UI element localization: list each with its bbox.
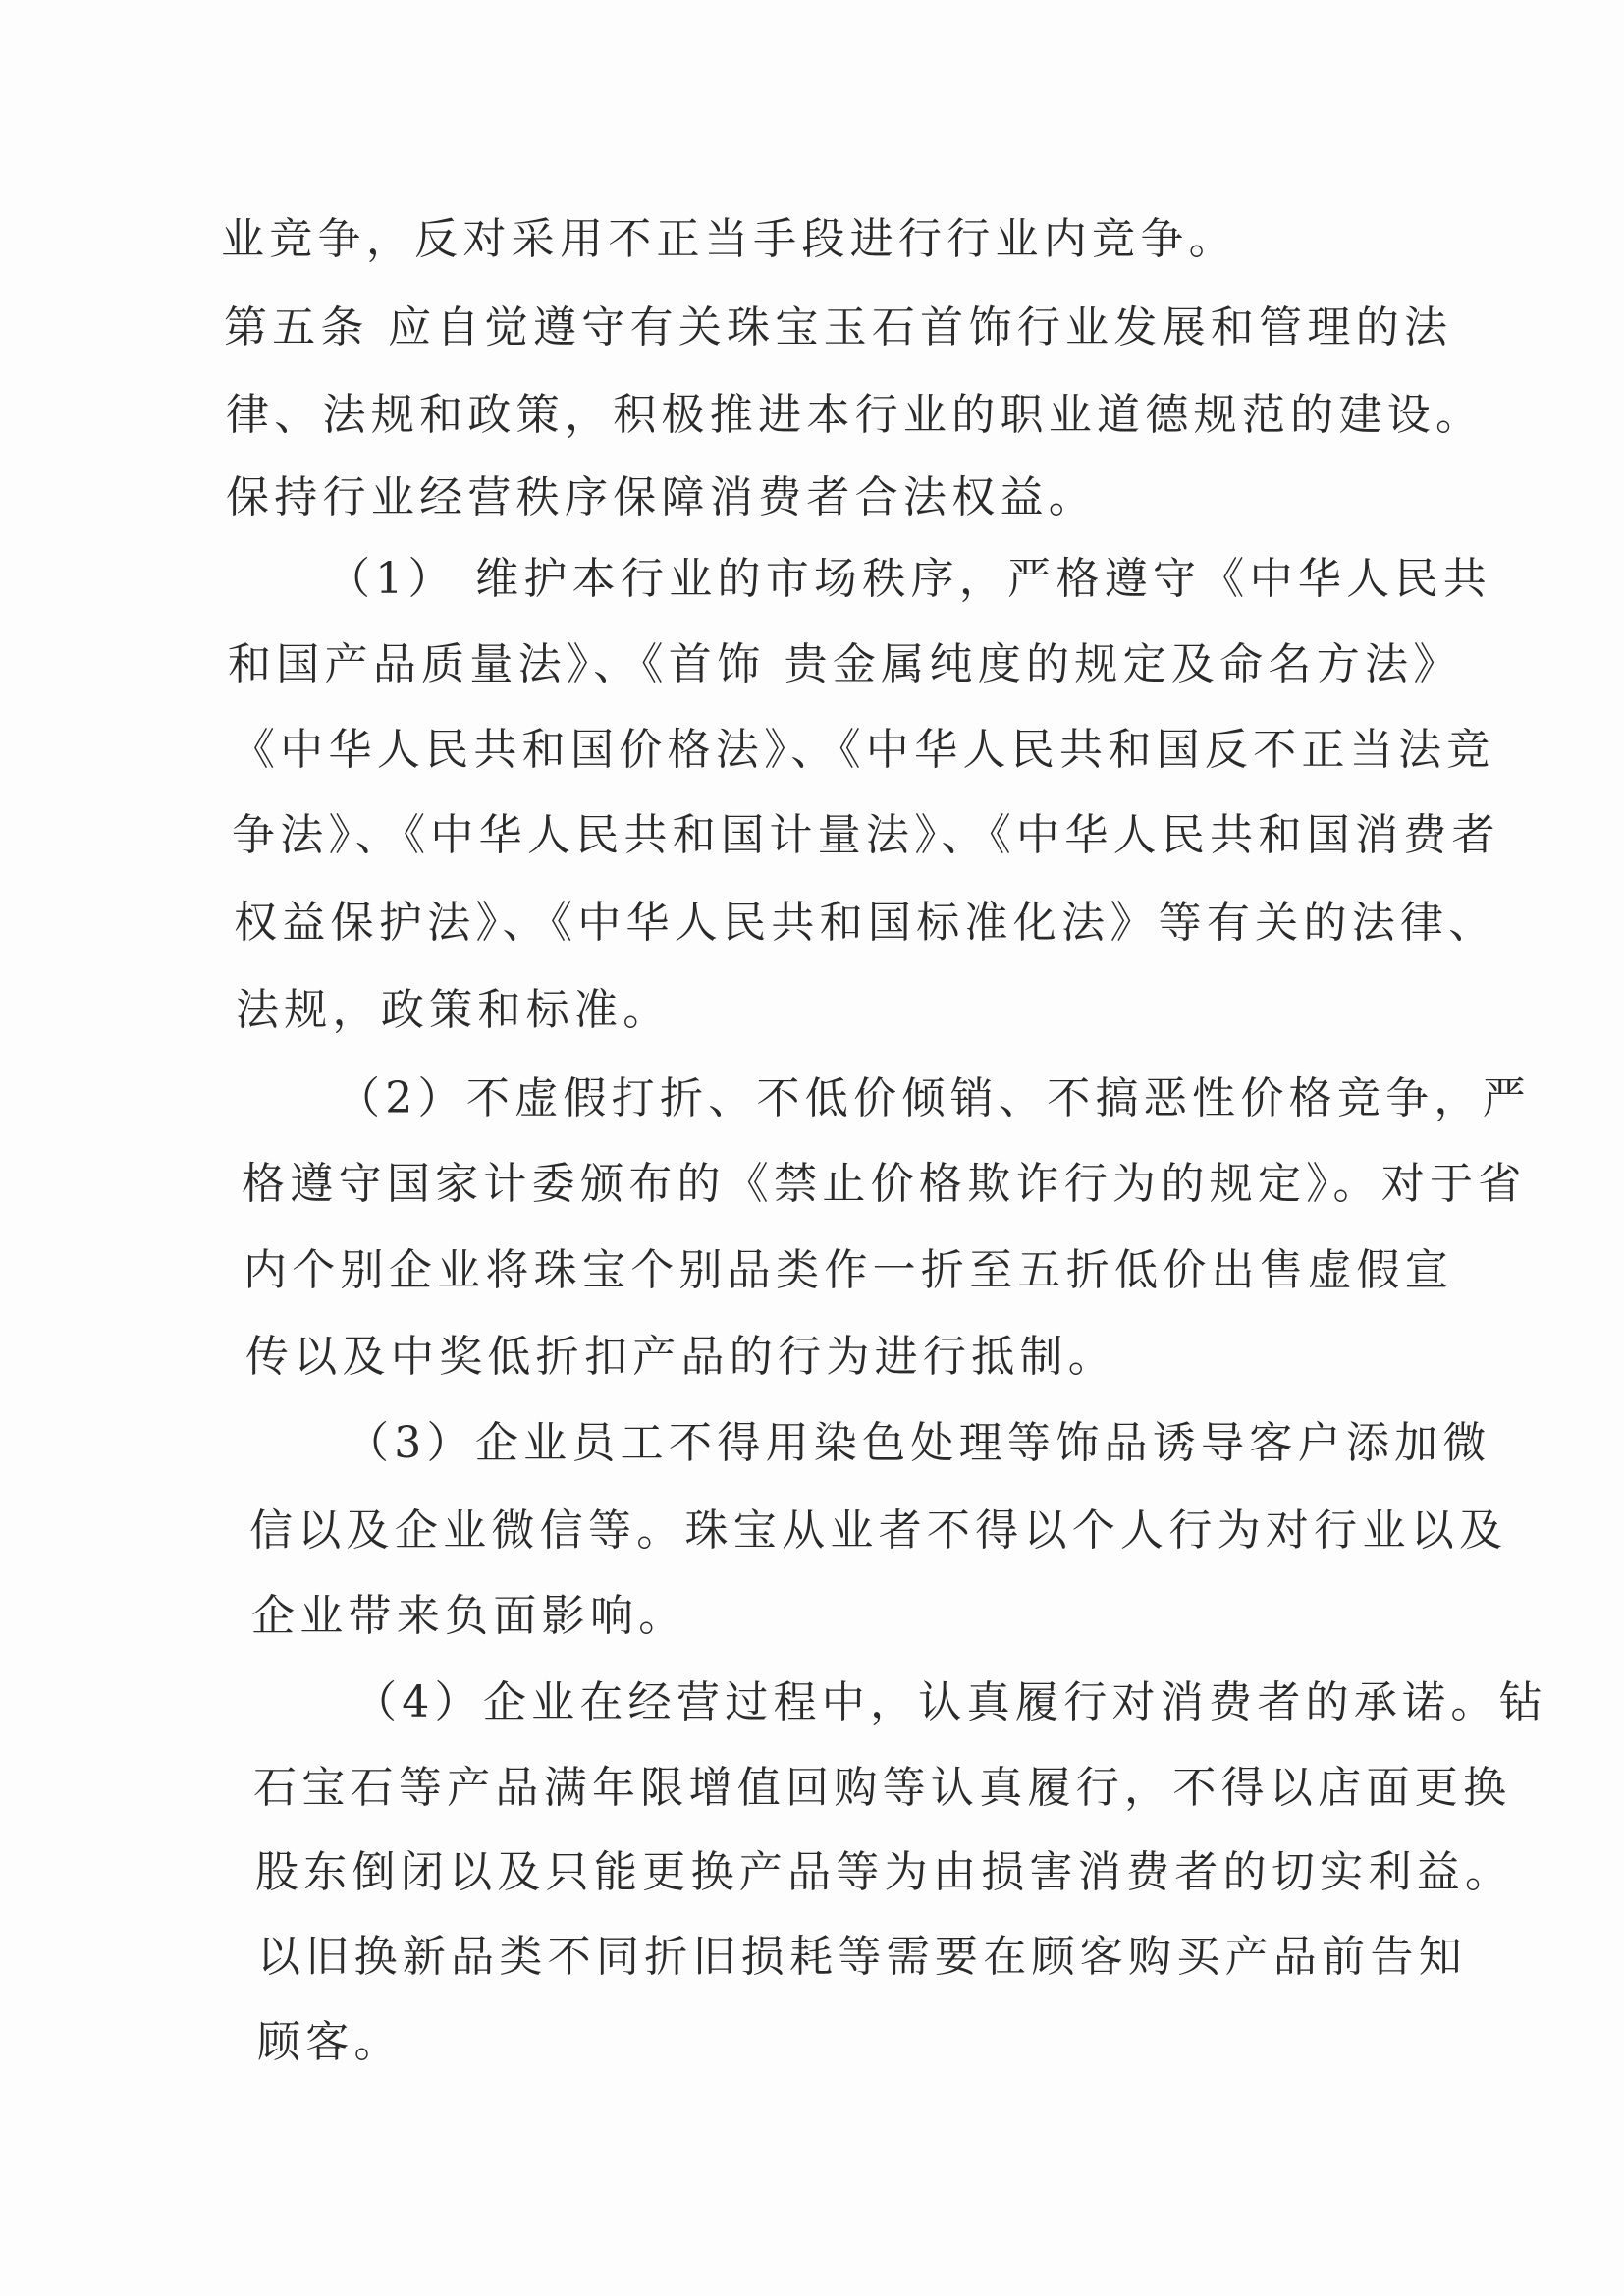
text-line: 信以及企业微信等。珠宝从业者不得以个人行为对行业以及	[249, 1505, 1508, 1556]
text-line: 石宝石等产品满年限增值回购等认真履行，不得以店面更换	[253, 1763, 1512, 1813]
text-line: 争法》、《中华人民共和国计量法》、《中华人民共和国消费者	[232, 810, 1500, 860]
text-line: 顾客。	[257, 2017, 403, 2067]
text-line: 第五条 应自觉遵守有关珠宝玉石首饰行业发展和管理的法	[224, 302, 1453, 353]
text-line: （4）企业在经营过程中，认真履行对消费者的承诺。钻	[353, 1677, 1547, 1727]
text-line: 传以及中奖低折扣产品的行为进行抵制。	[245, 1332, 1117, 1382]
text-line: 保持行业经营秩序保障消费者合法权益。	[226, 472, 1098, 522]
text-line: （1） 维护本行业的市场秩序，严格遵守《中华人民共	[327, 554, 1491, 604]
text-line: 权益保护法》、《中华人民共和国标准化法》等有关的法律、	[234, 898, 1497, 948]
text-line: 格遵守国家计委颁布的《禁止价格欺诈行为的规定》。对于省	[242, 1159, 1527, 1209]
text-line: 法规，政策和标准。	[236, 985, 672, 1035]
text-line: 企业带来负面影响。	[251, 1591, 687, 1641]
text-line: 业竞争，反对采用不正当手段进行行业内竞争。	[221, 214, 1237, 264]
text-line: （3）企业员工不得用染色处理等饰品诱导客户添加微	[346, 1418, 1491, 1468]
text-line: 和国产品质量法》、《首饰 贵金属纯度的规定及命名方法》	[228, 639, 1462, 689]
text-line: 股东倒闭以及只能更换产品等为由损害消费者的切实利益。	[255, 1847, 1514, 1897]
text-line: 内个别企业将珠宝个别品类作一折至五折低价出售虚假宣	[244, 1245, 1453, 1295]
text-line: 《中华人民共和国价格法》、《中华人民共和国反不正当法竞	[232, 725, 1495, 775]
text-line: 以旧换新品类不同折旧损耗等需要在顾客购买产品前告知	[257, 1932, 1467, 1982]
text-line: （2）不虚假打折、不低价倾销、不搞恶性价格竞争，严	[337, 1073, 1531, 1123]
text-line: 律、法规和政策，积极推进本行业的职业道德规范的建设。	[226, 390, 1485, 440]
